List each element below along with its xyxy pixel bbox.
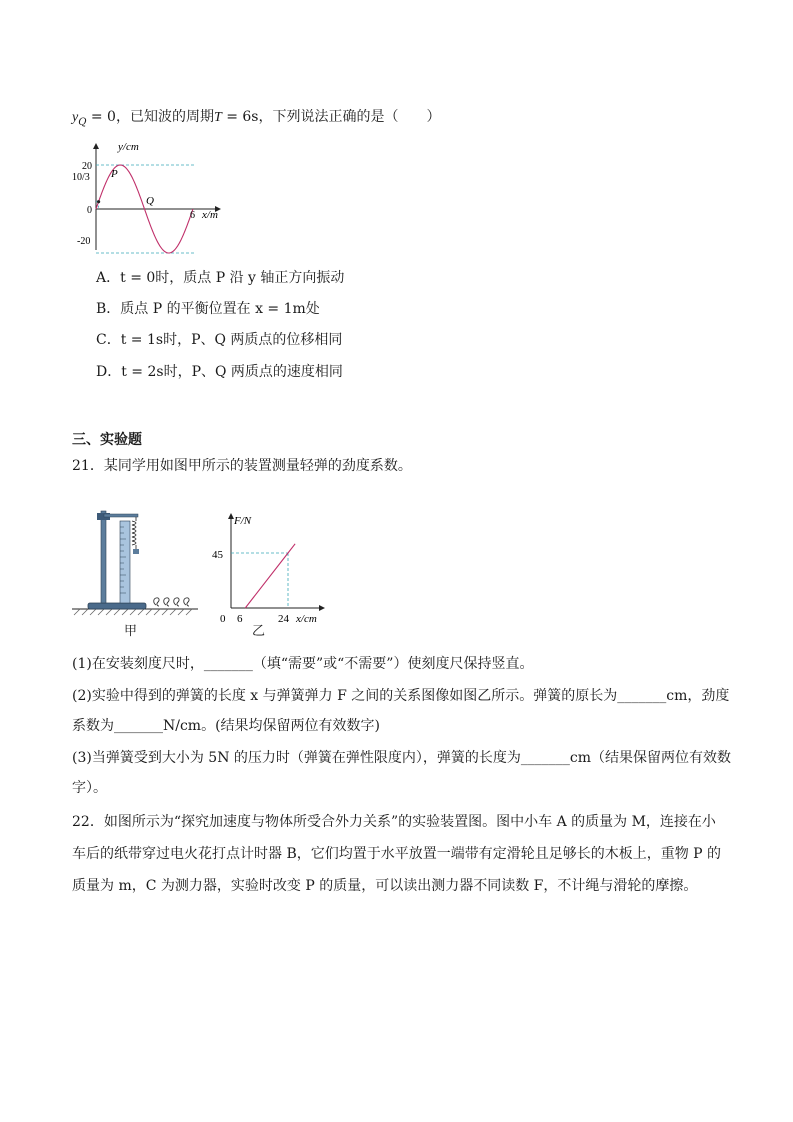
q22-line2: 车后的纸带穿过电火花打点计时器 B，它们均置于水平放置一端带有定滑轮且足够长的木板上，重物 P 的 [72, 846, 722, 862]
q20-option [96, 330, 342, 350]
option-text: t = 1s时，P、Q 两质点的位移相同 [120, 332, 343, 348]
spring-hook [133, 549, 139, 554]
q21-sub2-line2: 系数为_______N/cm。(结果均保留两位有效数字) [72, 718, 381, 734]
wave-x-label: x/m [202, 209, 218, 221]
stem-suffix: ，下列说法正确的是（ ） [258, 109, 441, 125]
q20-stem [72, 107, 441, 133]
hook-weights [154, 598, 189, 606]
wave-chart [70, 140, 230, 258]
wave-tick-20: 20 [82, 161, 92, 172]
spring [132, 521, 136, 545]
force-tick-0: 0 [220, 613, 226, 625]
ground-hatch [74, 609, 192, 615]
wave-tick-10-3: 10/3 [72, 172, 90, 183]
wave-tick-neg20: -20 [77, 236, 91, 247]
q21-stem: 21．某同学用如图甲所示的装置测量轻弹的劲度系数。 [72, 458, 412, 474]
stand-arm [104, 514, 138, 517]
var-y: y [72, 110, 79, 125]
force-tick-6: 6 [237, 613, 243, 625]
var-T: T [213, 110, 222, 125]
q22-line3: 质量为 m，C 为测力器，实验时改变 P 的质量，可以读出测力器不同读数 F，不计绳与滑轮的摩擦。 [72, 878, 698, 894]
stem-eq: = 0，已知波的周期 [86, 109, 214, 125]
option-text: t = 0时，质点 P 沿 y 轴正方向振动 [120, 270, 345, 286]
q20-option [96, 268, 344, 288]
option-letter: A． [96, 270, 121, 286]
wave-y-label: y/cm [118, 141, 139, 153]
force-tick-24: 24 [278, 613, 289, 625]
stem-T-eq: = 6s [221, 109, 259, 125]
stand-base [88, 603, 146, 609]
wave-tick-0: 0 [87, 205, 92, 216]
wave-label-P: P [111, 168, 118, 180]
q21-sub3-line2: 字）。 [72, 780, 107, 796]
force-x-label: x/cm [296, 613, 317, 625]
option-letter: B． [96, 301, 121, 317]
q21-sub1: (1)在安装刻度尺时，_______（填“需要”或“不需要”）使刻度尺保持竖直。 [72, 656, 534, 672]
q20-option [96, 299, 320, 319]
ruler [120, 521, 130, 603]
option-letter: C． [96, 332, 121, 348]
option-text: t = 2s时，P、Q 两质点的速度相同 [121, 364, 343, 380]
q20-option [96, 362, 343, 382]
sub-Q: Q [78, 117, 87, 128]
q22-line1: 22．如图所示为“探究加速度与物体所受合外力关系”的实验装置图。图中小车 A 的质量为 M，连接在小 [72, 814, 716, 830]
stand-pole [101, 511, 106, 603]
fig-jia-label: 甲 [124, 624, 138, 639]
option-letter: D． [96, 364, 122, 380]
force-tick-45: 45 [212, 549, 223, 561]
wave-label-Q: Q [146, 195, 154, 207]
wave-tick-6: 6 [190, 210, 195, 221]
option-text: 质点 P 的平衡位置在 x = 1m处 [120, 301, 320, 317]
q21-sub3-line1: (3)当弹簧受到大小为 5N 的压力时（弹簧在弹性限度内），弹簧的长度为_______cm（结果保留两位有效数 [72, 750, 732, 766]
fig-yi-label: 乙 [252, 624, 266, 639]
force-chart [206, 510, 330, 628]
wave-point-P [97, 200, 100, 203]
apparatus-figure [70, 505, 200, 620]
section-title: 三、实验题 [72, 432, 142, 448]
force-y-label: F/N [234, 515, 252, 527]
q21-sub2-line1: (2)实验中得到的弹簧的长度 x 与弹簧弹力 F 之间的关系图像如图乙所示。弹簧的原长为_______cm，劲度 [72, 688, 730, 704]
